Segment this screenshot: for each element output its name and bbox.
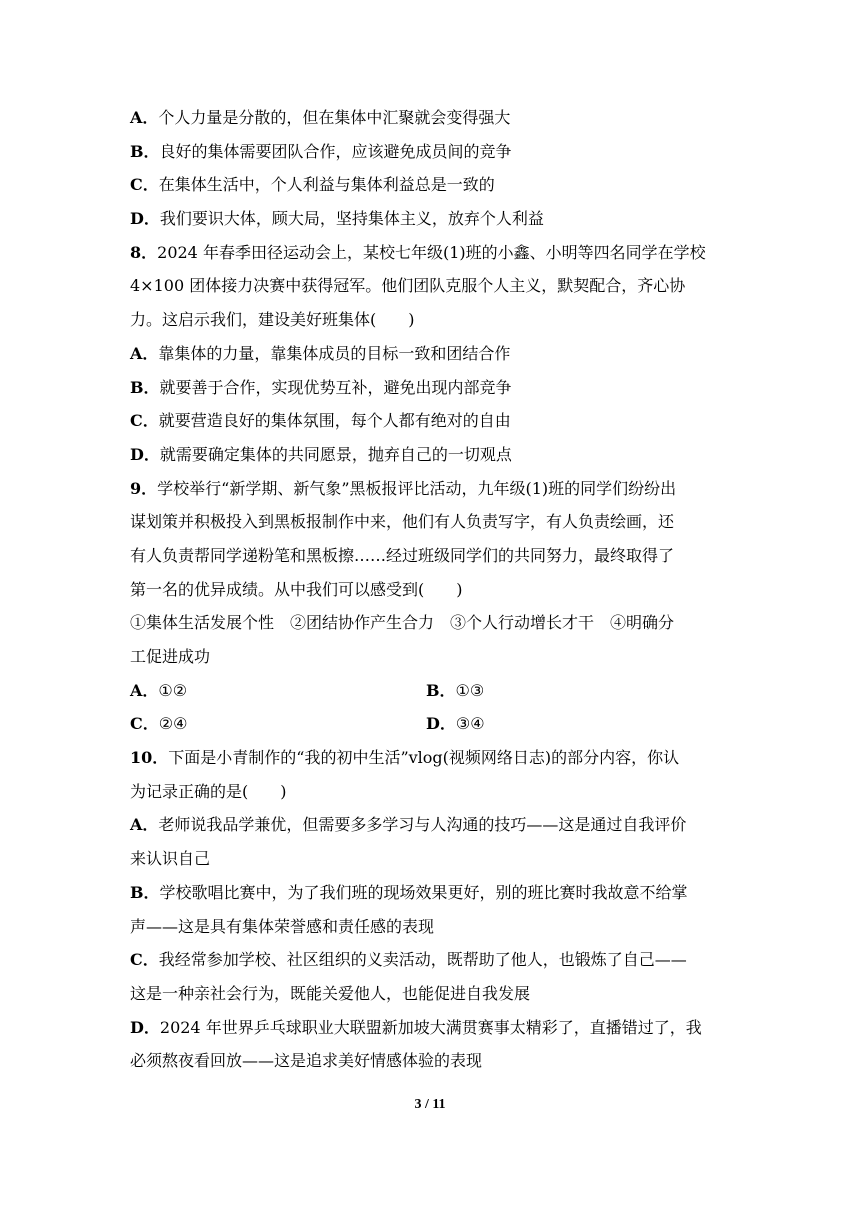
q9-option-b: B．①③ xyxy=(426,680,485,700)
q7-option-c: C．在集体生活中，个人利益与集体利益总是一致的 xyxy=(130,175,495,195)
q8-option-c: C．就要营造良好的集体氛围，每个人都有绝对的自由 xyxy=(130,411,511,431)
q10-option-d: D．2024 年世界乒乓球职业大联盟新加坡大满贯赛事太精彩了，直播错过了，我 xyxy=(130,1017,702,1037)
q9-option-a: A．①② xyxy=(130,680,188,700)
q9-stem-line: 有人负责帮同学递粉笔和黑板擦……经过班级同学们的共同努力，最终取得了 xyxy=(130,545,675,565)
q9-statements: 工促进成功 xyxy=(130,647,211,666)
page-number: 3 / 11 xyxy=(414,1097,446,1112)
q10-option-b: B．学校歌唱比赛中，为了我们班的现场效果更好，别的班比赛时我故意不给掌 xyxy=(130,882,688,902)
q7-option-d: D．我们要识大体，顾大局，坚持集体主义，放弃个人利益 xyxy=(130,209,544,229)
q7-option-b: B．良好的集体需要团队合作，应该避免成员间的竞争 xyxy=(130,141,512,161)
q9-statements: ①集体生活发展个性 ②团结协作产生合力 ③个人行动增长才干 ④明确分 xyxy=(130,613,675,633)
question-content xyxy=(130,101,734,1078)
q10-option-d-cont: 必须熬夜看回放——这是追求美好情感体验的表现 xyxy=(130,1051,483,1071)
q8-option-d: D．就需要确定集体的共同愿景，抛弃自己的一切观点 xyxy=(130,444,512,464)
q10-number: 10． xyxy=(130,748,169,768)
q9-option-d: D．③④ xyxy=(426,714,485,734)
q10-stem-line: 为记录正确的是( ) xyxy=(130,781,287,801)
q8-option-a: A．靠集体的力量，靠集体成员的目标一致和团结合作 xyxy=(130,343,511,363)
q9-stem-line: 谋划策并积极投入到黑板报制作中来，他们有人负责写字，有人负责绘画，还 xyxy=(130,512,675,532)
q10-option-a: A．老师说我品学兼优，但需要多多学习与人沟通的技巧——这是通过自我评价 xyxy=(130,815,687,835)
q10-stem-line: 10．下面是小青制作的“我的初中生活”vlog(视频网络日志)的部分内容，你认 xyxy=(130,748,680,768)
q9-options-row xyxy=(130,674,734,708)
q10-option-b-cont: 声——这是具有集体荣誉感和责任感的表现 xyxy=(130,916,435,936)
q10-option-c: C．我经常参加学校、社区组织的义卖活动，既帮助了他人，也锻炼了自己—— xyxy=(130,950,687,970)
q10-option-c-cont: 这是一种亲社会行为，既能关爱他人，也能促进自我发展 xyxy=(130,983,531,1003)
q8-option-b: B．就要善于合作，实现优势互补，避免出现内部竞争 xyxy=(130,377,512,397)
q9-number: 9． xyxy=(130,478,158,498)
q10-option-a-cont: 来认识自己 xyxy=(130,849,211,869)
q8-stem-line: 力。这启示我们，建设美好班集体( ) xyxy=(130,310,415,330)
q8-number: 8． xyxy=(130,242,158,262)
q8-stem-line: 4×100 团体接力决赛中获得冠军。他们团队克服个人主义，默契配合，齐心协 xyxy=(130,276,686,296)
q7-option-a: A．个人力量是分散的，但在集体中汇聚就会变得强大 xyxy=(130,108,511,127)
q9-option-c: C．②④ xyxy=(130,714,188,734)
q9-stem-line: 第一名的优异成绩。从中我们可以感受到( ) xyxy=(130,579,463,599)
q8-stem-line: 8．2024 年春季田径运动会上，某校七年级(1)班的小鑫、小明等四名同学在学校 xyxy=(130,242,706,262)
q9-options-row xyxy=(130,707,734,741)
q9-stem-line: 9．学校举行“新学期、新气象”黑板报评比活动，九年级(1)班的同学们纷纷出 xyxy=(130,478,677,498)
